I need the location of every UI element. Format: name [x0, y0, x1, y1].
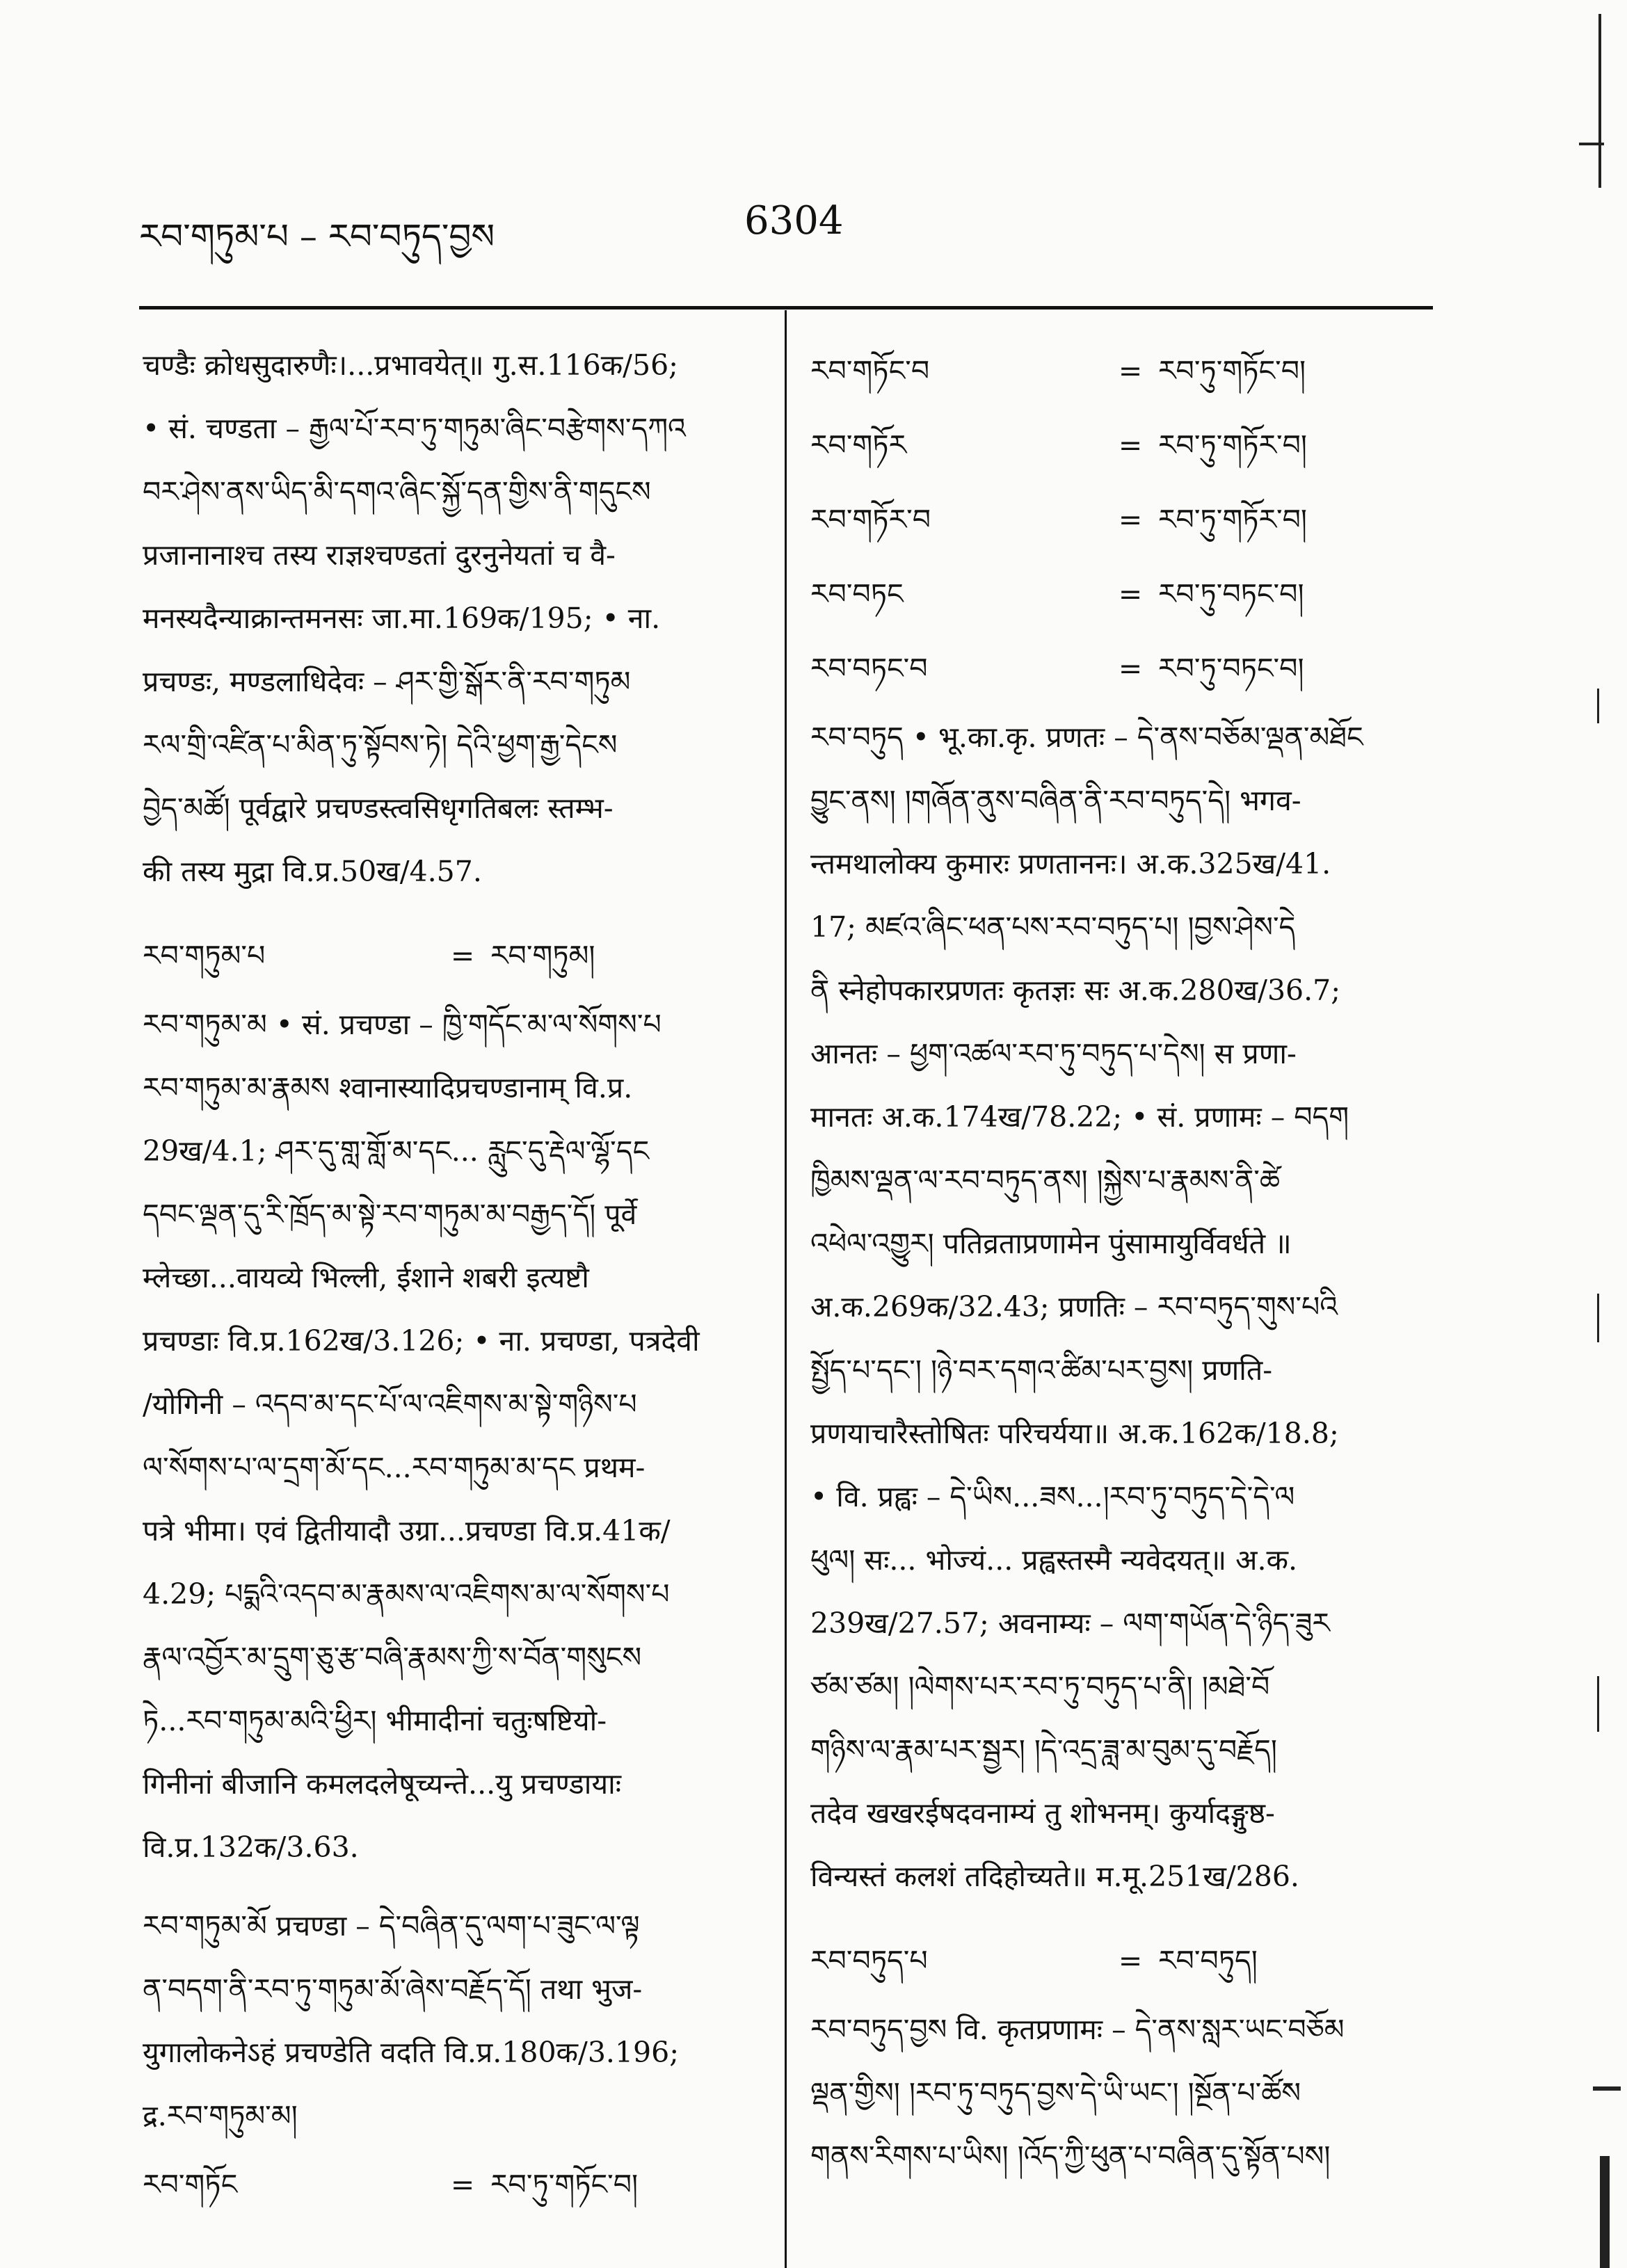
text-line: ཁྱིམས་ལྡན་ལ་རབ་བཏུད་ནས། །སྐྱེས་པ་རྣམས་ནི་ཚེ	[810, 1164, 1281, 1197]
margin-mark	[1598, 14, 1601, 188]
text-line: • वि. प्रह्वः – དེ་ཡིས...ཟས...།རབ་ཏུ་བཏུད་དེ་དེ་ལ	[810, 1480, 1295, 1513]
text-line: ཕུལ། सः... भोज्यं... प्रह्वस्तस्मै न्यवेदयत्॥ अ.क.	[810, 1543, 1298, 1577]
text-line: དབང་ལྡན་དུ་རི་ཁྲོད་མ་སྟེ་རབ་གཏུམ་མ་བརྒྱད་དོ། पूर्वे	[143, 1198, 637, 1231]
text-line: तदेव खखरईषदवनाम्यं तु शोभनम्। कुर्यादङ्गुष्ठ-	[810, 1796, 1275, 1830]
margin-mark	[1593, 2086, 1621, 2091]
text-line: मानतः अ.क.174ख/78.22; • सं. प्रणामः – བདག	[810, 1100, 1349, 1134]
equals-sign: =	[450, 2168, 475, 2201]
headword: རབ་བཏུད་པ	[810, 1944, 928, 1977]
text-line: गिनीनां बीजानि कमलदलेषूच्यन्ते...यु प्रचण्डायाः	[143, 1767, 622, 1801]
margin-mark	[1579, 143, 1604, 145]
headword: རབ་གཏོང་བ	[810, 354, 930, 387]
entry-block	[143, 1895, 765, 2148]
equals-sign: =	[1118, 577, 1143, 611]
headword: རབ་བཏང་བ	[810, 652, 928, 685]
text-line: प्रचण्डाः वि.प्र.162ख/3.126; • ना. प्रचण्डा, पत्रदेवी	[143, 1324, 700, 1358]
text-line: मनस्यदैन्याक्रान्तमनसः जा.मा.169क/195; • ना.	[143, 602, 661, 635]
text-line: 29ख/4.1; ཤར་དུ་གླ་གློ་མ་དང... རླུང་དུ་རྡེལ་ལྷོ་དང	[143, 1134, 650, 1168]
text-line: चण्डैः क्रोधसुदारुणैः।...प्रभावयेत्॥ गु.स.116क/56;	[143, 348, 678, 382]
headword: རབ་གཏོར་བ	[810, 503, 931, 536]
text-line: འཕེལ་འགྱུར། पतिव्रताप्रणामेन पुंसामायुर्विवर्धते ॥	[810, 1227, 1292, 1260]
text-line: विन्यस्तं कलशं तदिहोच्यते॥ म.मू.251ख/286.	[810, 1860, 1299, 1893]
text-line: वि.प्र.132क/3.63.	[143, 1831, 359, 1864]
text-line: ལ་སོགས་པ་ལ་དྲག་མོ་དང...རབ་གཏུམ་མ་དང प्रथम-	[143, 1451, 646, 1484]
text-line: पत्रे भीमा। एवं द्वितीयादौ उग्रा...प्रचण्डा वि.प्र.41क/	[143, 1514, 671, 1547]
equals-sign: =	[450, 939, 475, 972]
text-line: /योगिनी – འདབ་མ་དང་པོ་ལ་འཇིགས་མ་སྟེ་གཉིས་པ	[143, 1388, 637, 1421]
reference-target: རབ་ཏུ་གཏོར་བ།	[1158, 503, 1308, 536]
reference-target: རབ་ཏུ་གཏོར་བ།	[1158, 428, 1308, 462]
left-column	[143, 334, 765, 2222]
cross-reference	[810, 408, 1429, 483]
headword: རབ་གཏོང	[143, 2168, 238, 2201]
running-head: རབ་གཏུམ་པ – རབ་བཏུད་བྱས	[139, 216, 495, 257]
headword: རབ་བཏང	[810, 577, 904, 611]
equals-sign: =	[1118, 652, 1143, 685]
text-line: ཙམ་ཙམ། །ལེགས་པར་རབ་ཏུ་བཏུད་པ་ནི། །མཐེ་བོ	[810, 1670, 1270, 1703]
text-line: न्तमथालोक्य कुमारः प्रणताननः। अ.क.325ख/41.	[810, 847, 1331, 880]
text-line: द्र.རབ་གཏུམ་མ།	[143, 2099, 298, 2132]
text-line: བྱུང་ནས། །གཞོན་ནུས་བཞིན་ནི་རབ་བཏུད་དེ། भगव-	[810, 784, 1301, 817]
page-number: 6304	[744, 198, 844, 243]
text-line: སྤྱོད་པ་དང་། །ཉེ་བར་དགའ་ཚིམ་པར་བྱས། प्रणति-	[810, 1353, 1273, 1387]
text-line: 4.29; པདྨའི་འདབ་མ་རྣམས་ལ་འཇིགས་མ་ལ་སོགས་པ	[143, 1577, 670, 1611]
cross-reference	[810, 334, 1429, 408]
text-line: གནས་རིགས་པ་ཡིས། །འོད་ཀྱི་ཕུན་པ་བཞིན་དུ་སྟོན་པས།	[810, 2139, 1331, 2173]
text-line: རབ་བཏུད་བྱས वि. कृतप्रणामः – དེ་ནས་སླར་ཡང་བཅོམ	[810, 2013, 1345, 2046]
headword: རབ་གཏོར	[810, 428, 907, 462]
text-line: प्रणयाचारैस्तोषितः परिचर्यया॥ अ.क.162क/18.8;	[810, 1417, 1339, 1450]
header-rule	[139, 306, 1433, 309]
headword: རབ་གཏུམ་པ	[143, 939, 266, 972]
right-column	[810, 334, 1429, 2188]
cross-reference	[143, 2148, 765, 2222]
text-line: आनतः – ཕྱག་འཚལ་རབ་ཏུ་བཏུད་པ་དེས། स प्रणा-	[810, 1037, 1297, 1070]
text-line: 17; མཛའ་ཞིང་ཕན་པས་རབ་བཏུད་པ། །བྱས་ཤེས་དེ	[810, 910, 1296, 944]
cross-reference	[143, 919, 765, 993]
column-divider	[785, 310, 787, 2268]
cross-reference	[810, 557, 1429, 632]
entry-block	[143, 993, 765, 1879]
text-line: རབ་གཏུམ་མ • सं. प्रचण्डा – ཁྱི་གདོང་མ་ལ་སོགས་པ	[143, 1008, 662, 1041]
text-line: अ.क.269क/32.43; प्रणतिः – རབ་བཏུད་གུས་པའི	[810, 1290, 1338, 1324]
text-line: རབ་བཏུད • भू.का.कृ. प्रणतः – དེ་ནས་བཅོམ་ལྡན་མཐོང	[810, 721, 1363, 754]
text-line: • सं. चण्डता – རྒྱལ་པོ་རབ་ཏུ་གཏུམ་ཞིང་བརྩེགས་དཀའ	[143, 412, 686, 445]
text-line: 239ख/27.57; अवनाम्यः – ལག་གཡོན་དེ་ཉིད་ཟུར	[810, 1607, 1330, 1640]
cross-reference	[810, 632, 1429, 706]
entry-block	[810, 706, 1429, 1908]
text-line: ཏེ...རབ་གཏུམ་མའི་ཕྱིར། भीमादीनां चतुःषष्टियो-	[143, 1704, 607, 1737]
text-line: म्लेच्छा...वायव्ये भिल्ली, ईशाने शबरी इत्यष्टौ	[143, 1261, 589, 1294]
text-line: རབ་གཏུམ་མོ प्रचण्डा – དེ་བཞིན་དུ་ལག་པ་ཟུང་ལ་ལྟ	[143, 1909, 640, 1943]
reference-target: རབ་ཏུ་གཏོང་བ།	[490, 2168, 639, 2201]
margin-mark	[1600, 2156, 1610, 2268]
reference-target: རབ་གཏུམ།	[490, 939, 595, 972]
text-line: ན་བདག་ནི་རབ་ཏུ་གཏུམ་མོ་ཞེས་བརྗོད་དོ། तथा भुज-	[143, 1972, 643, 2006]
text-line: གཉིས་ལ་རྣམ་པར་སྦྱར། །དེ་འདྲ་ཟླ་མ་བུམ་དུ་བརྗོད།	[810, 1733, 1277, 1767]
text-line: ནི स्नेहोपकारप्रणतः कृतज्ञः सः अ.क.280ख/36.7;	[810, 974, 1341, 1007]
entry-block	[810, 1998, 1429, 2188]
cross-reference	[810, 1924, 1429, 1998]
text-line: རབ་གཏུམ་མ་རྣམས श्वानास्यादिप्रचण्डानाम् वि.प्र.	[143, 1071, 633, 1104]
reference-target: རབ་བཏུད།	[1158, 1944, 1258, 1977]
reference-target: རབ་ཏུ་གཏོང་བ།	[1158, 354, 1306, 387]
reference-target: རབ་ཏུ་བཏང་བ།	[1158, 577, 1304, 611]
text-line: युगालोकनेऽहं प्रचण्डेति वदति वि.प्र.180क/3.196;	[143, 2036, 680, 2069]
text-line: प्रजानानाश्च तस्य राज्ञश्चण्डतां दुरनुनेयतां च वै-	[143, 538, 616, 572]
cross-reference	[810, 483, 1429, 557]
text-line: རལ་གྲི་འཛིན་པ་མིན་ཏུ་སྟོབས་ཏེ། དེའི་ཕྱག་རྒྱ་དེངས	[143, 728, 618, 762]
text-line: की तस्य मुद्रा वि.प्र.50ख/4.57.	[143, 855, 482, 888]
entry-block	[143, 334, 765, 903]
equals-sign: =	[1118, 354, 1143, 387]
margin-mark	[1597, 1294, 1599, 1342]
equals-sign: =	[1118, 1944, 1143, 1977]
margin-mark	[1597, 1676, 1599, 1732]
text-line: བྱེད་མཚོ། पूर्वद्वारे प्रचण्डस्त्वसिधृगतिबलः स्तम्भ-	[143, 791, 614, 825]
text-line: ལྡན་གྱིས། །རབ་ཏུ་བཏུད་བྱས་དེ་ཡི་ཡང་། །སྔོན་པ་ཚོས	[810, 2076, 1301, 2109]
text-line: རྣལ་འབྱོར་མ་དྲུག་ཅུ་རྩ་བཞི་རྣམས་ཀྱི་ས་བོན་གསུངས	[143, 1641, 642, 1674]
equals-sign: =	[1118, 428, 1143, 462]
text-line: प्रचण्डः, मण्डलाधिदेवः – ཤར་གྱི་སྒོར་ནི་རབ་གཏུམ	[143, 665, 631, 698]
equals-sign: =	[1118, 503, 1143, 536]
text-line: བར་ཤེས་ནས་ཡིད་མི་དགའ་ཞིང་སྐྱོ་དན་གྱིས་ནི་གདུངས	[143, 475, 651, 508]
reference-target: རབ་ཏུ་བཏང་བ།	[1158, 652, 1304, 685]
margin-mark	[1597, 689, 1599, 723]
